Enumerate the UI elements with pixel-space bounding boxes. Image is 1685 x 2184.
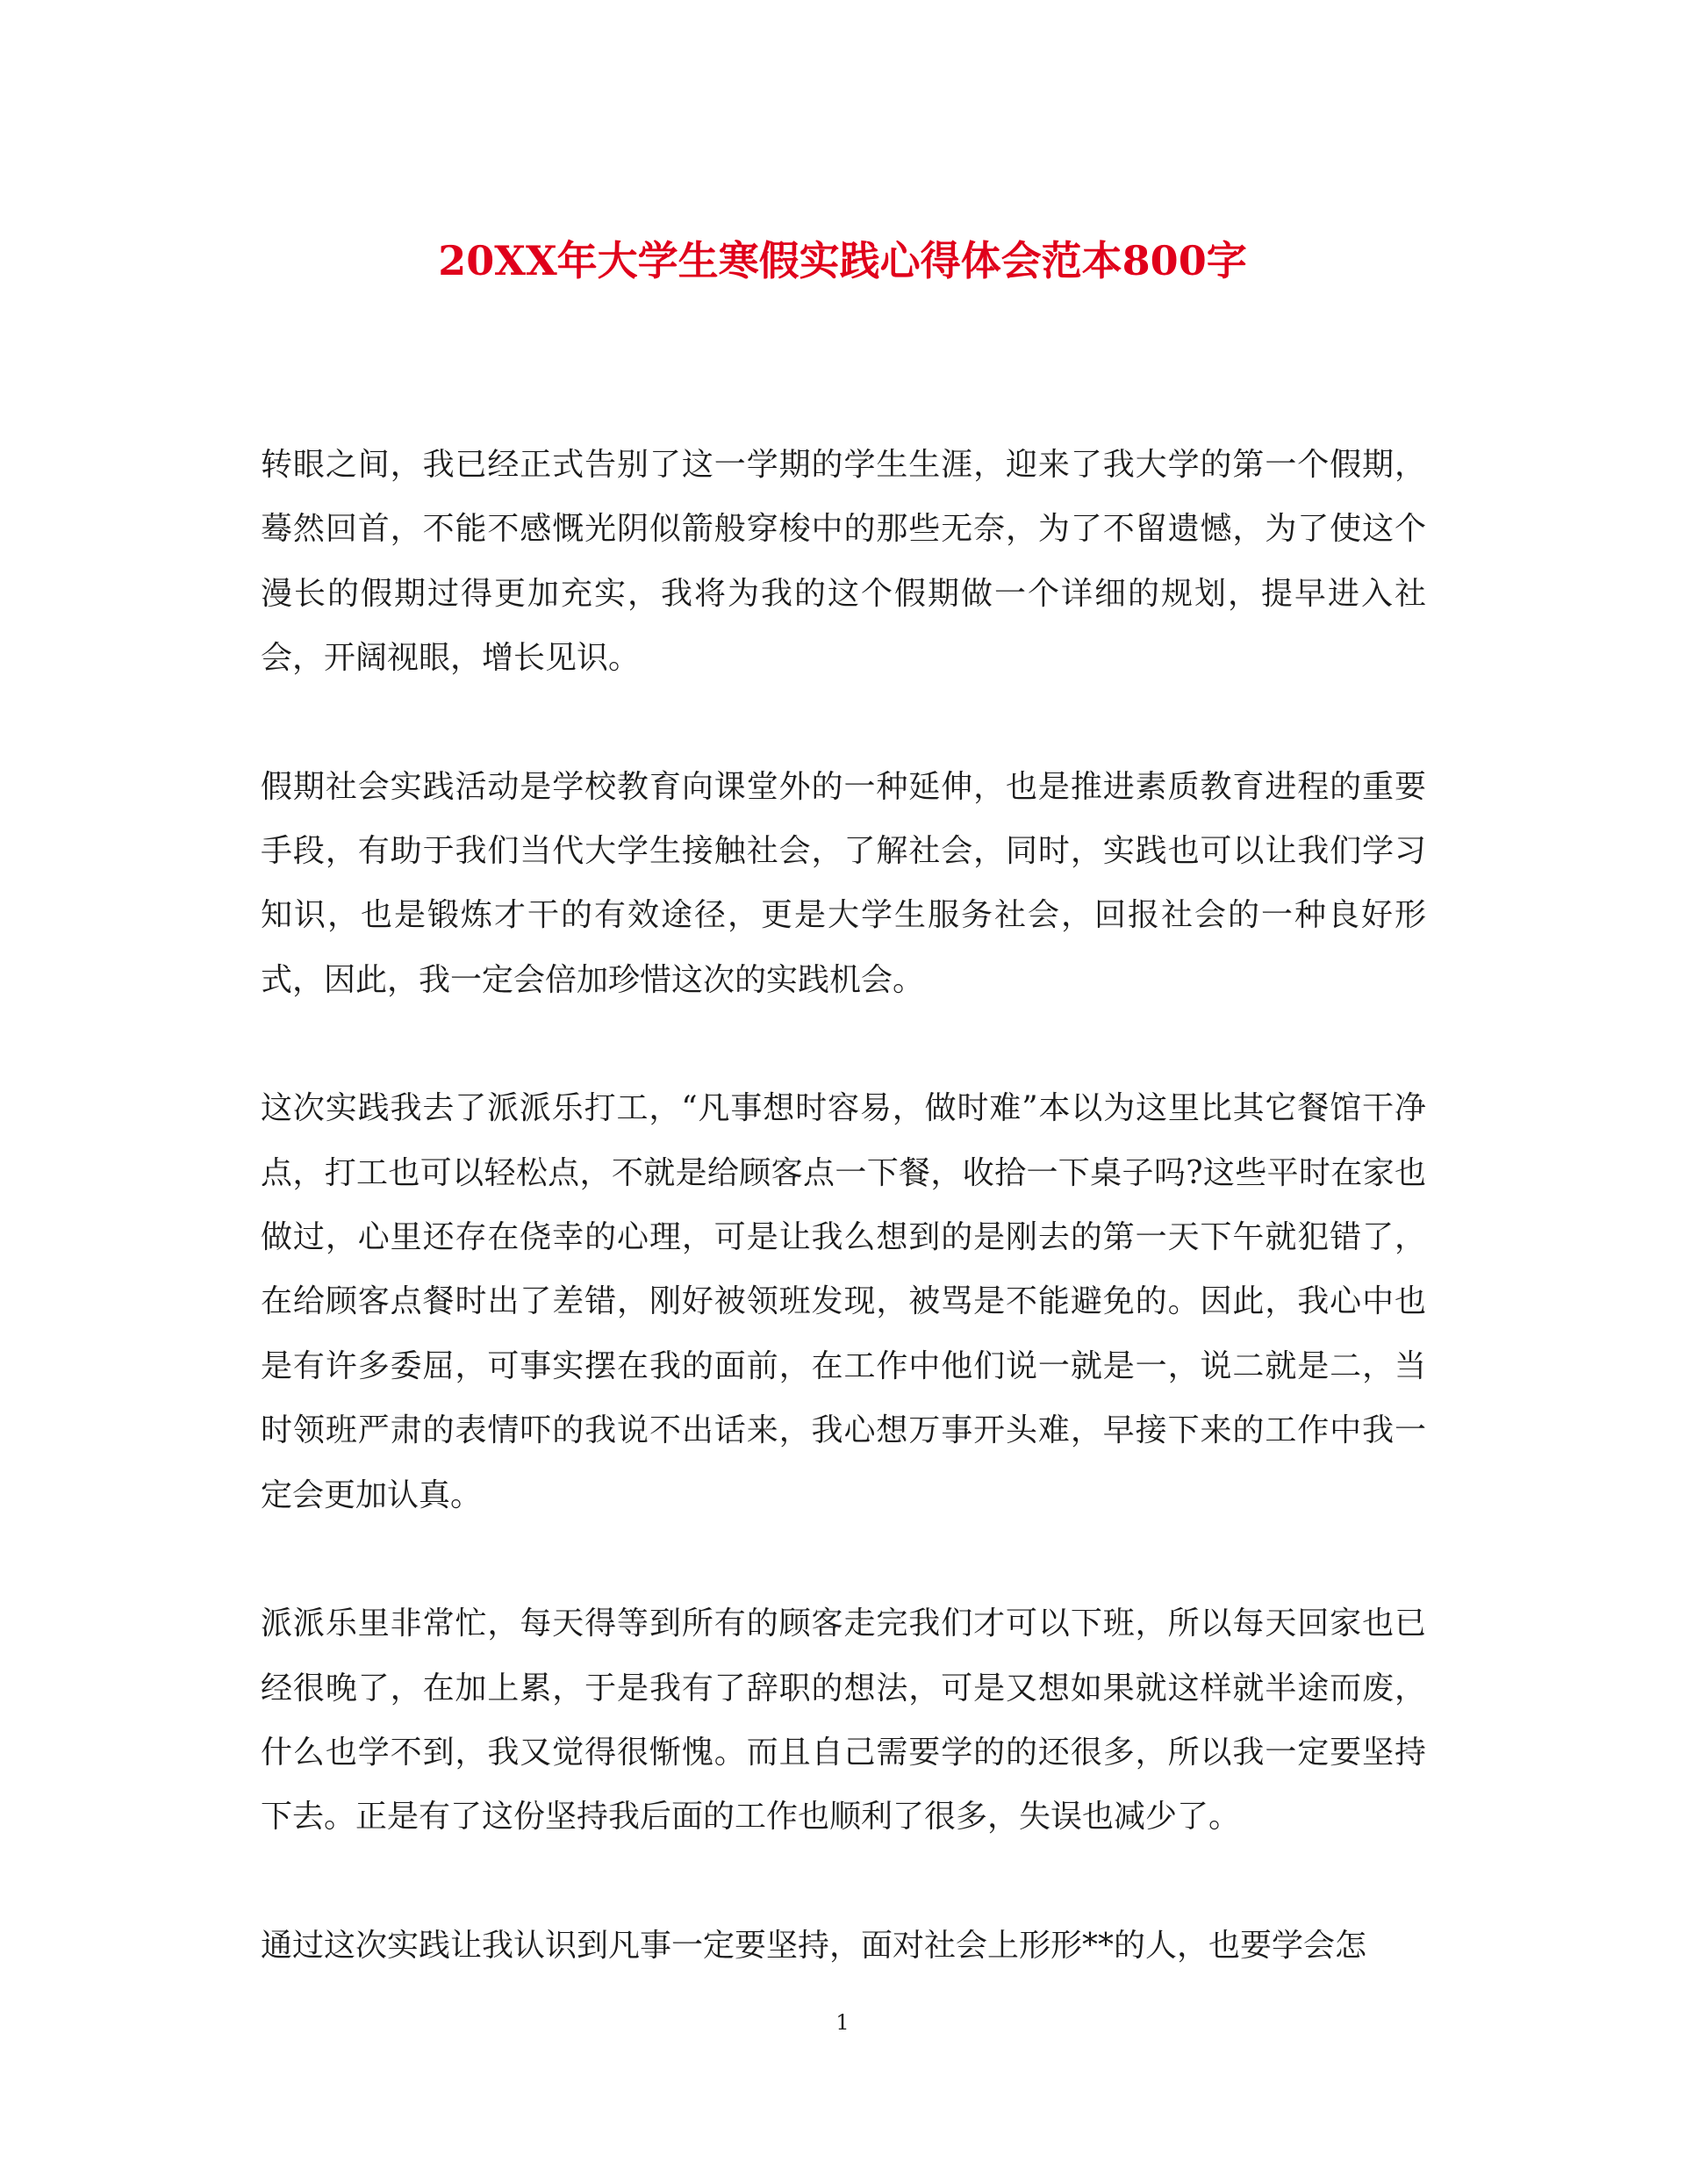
paragraph-1: 转眼之间，我已经正式告别了这一学期的学生生涯，迎来了我大学的第一个假期，蓦然回首，不能不感慨光阴似箭般穿梭中的那些无奈，为了不留遗憾，为了使这个漫长的假期过得更加充实，我将为我的这个假期做一个详细的规划，提早进入社会，开阔视眼，增长见识。 — [261, 447, 1426, 677]
paragraph-3: 这次实践我去了派派乐打工，“凡事想时容易，做时难”本以为这里比其它餐馆干净点，打工也可以轻松点，不就是给顾客点一下餐，收拾一下桌子吗?这些平时在家也做过，心里还存在侥幸的心理，可是让我么想到的是刚去的第一天下午就犯错了，在给顾客点餐时出了差错，刚好被领班发现，被骂是不能避免的。因此，我心中也是有许多委屈，可事实摆在我的面前，在工作中他们说一就是一，说二就是二，当时领班严肃的表情吓的我说不出话来，我心想万事开头难，早接下来的工作中我一定会更加认真。 — [261, 1090, 1426, 1513]
paragraph-2: 假期社会实践活动是学校教育向课堂外的一种延伸，也是推进素质教育进程的重要手段，有助于我们当代大学生接触社会，了解社会，同时，实践也可以让我们学习知识，也是锻炼才干的有效途径，更是大学生服务社会，回报社会的一种良好形式，因此，我一定会倍加珍惜这次的实践机会。 — [261, 768, 1426, 998]
document-title: 20XX年大学生寒假实践心得体会范本800字 — [438, 237, 1247, 284]
page-number: 1 — [835, 2010, 850, 2035]
document-body — [261, 433, 1426, 2042]
paragraph-4: 派派乐里非常忙，每天得等到所有的顾客走完我们才可以下班，所以每天回家也已经很晚了，在加上累，于是我有了辞职的想法，可是又想如果就这样就半途而废，什么也学不到，我又觉得很惭愧。而且自己需要学的的还很多，所以我一定要坚持下去。正是有了这份坚持我后面的工作也顺利了很多，失误也减少了。 — [261, 1606, 1426, 1836]
paragraph-5: 通过这次实践让我认识到凡事一定要坚持，面对社会上形形**的人，也要学会怎 — [261, 1927, 1367, 1964]
